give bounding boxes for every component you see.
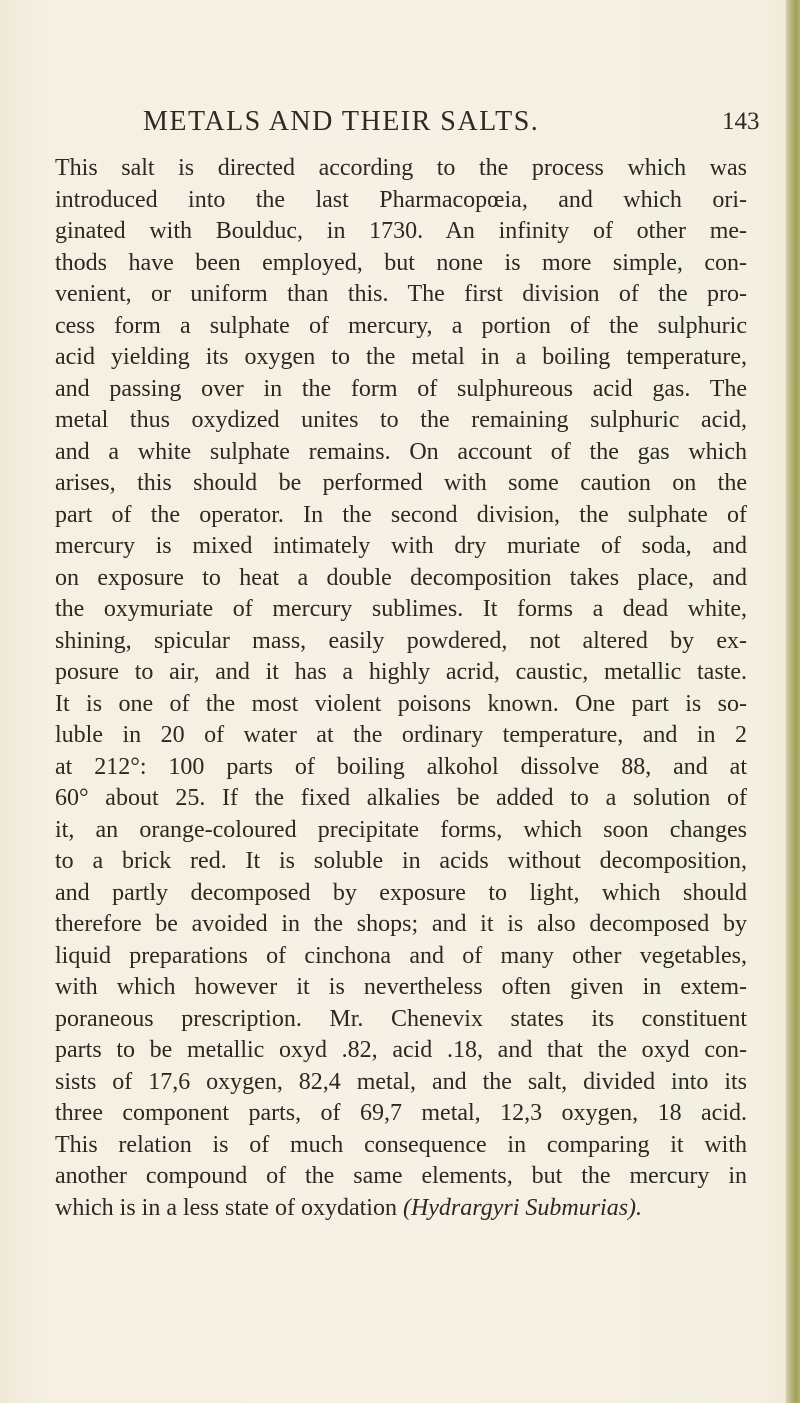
text-line: This salt is directed according to the process which was <box>55 155 747 181</box>
text-line: it, an orange-coloured precipitate forms, which soon changes <box>55 816 747 843</box>
text-line-final <box>55 1193 747 1225</box>
text-line: mercury is mixed intimately with dry muriate of soda, and <box>55 533 747 559</box>
text-line: venient, or uniform than this. The first division of the pro- <box>55 281 747 307</box>
body-text <box>55 153 747 1224</box>
text-line: and a white sulphate remains. On account of the gas which <box>55 438 747 465</box>
running-head <box>0 106 780 146</box>
text-line: another compound of the same elements, but the mercury in <box>55 1163 747 1189</box>
text-line: to a brick red. It is soluble in acids without decomposition, <box>55 848 747 874</box>
text-line: with which however it is nevertheless often given in extem- <box>55 974 747 1000</box>
text-line: thods have been employed, but none is more simple, con- <box>55 249 747 276</box>
text-line: metal thus oxydized unites to the remaining sulphuric acid, <box>55 407 747 433</box>
text-line: ginated with Boulduc, in 1730. An infinity of other me- <box>55 218 747 244</box>
text-line: the oxymuriate of mercury sublimes. It forms a dead white, <box>55 596 747 622</box>
text-line: luble in 20 of water at the ordinary temperature, and in 2 <box>55 722 747 748</box>
page-binding-edge <box>786 0 800 1403</box>
text-line: cess form a sulphate of mercury, a portion of the sulphuric <box>55 312 747 339</box>
text-line: three component parts, of 69,7 metal, 12,3 oxygen, 18 acid. <box>55 1100 747 1126</box>
text-line: This relation is of much consequence in comparing it with <box>55 1131 747 1158</box>
text-line: at 212°: 100 parts of boiling alkohol dissolve 88, and at <box>55 753 747 780</box>
text-line: acid yielding its oxygen to the metal in a boiling temperature, <box>55 344 747 370</box>
text-line: shining, spicular mass, easily powdered, not altered by ex- <box>55 627 747 654</box>
italic-term: (Hydrargyri Submurias). <box>402 1194 643 1221</box>
text-line: liquid preparations of cinchona and of many other vegetables, <box>55 942 747 969</box>
text-line: 60° about 25. If the fixed alkalies be added to a solution of <box>55 785 747 811</box>
running-head-title: METALS AND THEIR SALTS. <box>143 106 540 137</box>
text-line: sists of 17,6 oxygen, 82,4 metal, and the salt, divided into its <box>55 1068 747 1095</box>
text-line: arises, this should be performed with some caution on the <box>55 470 747 496</box>
text-line: on exposure to heat a double decomposition takes place, and <box>55 564 747 591</box>
final-line-text: which is in a less state of oxydation <box>55 1194 403 1221</box>
text-line: and passing over in the form of sulphureous acid gas. The <box>55 375 747 402</box>
text-line: It is one of the most violent poisons known. One part is so- <box>55 690 747 717</box>
text-line: posure to air, and it has a highly acrid, caustic, metallic taste. <box>55 659 747 685</box>
page-number: 143 <box>722 108 760 135</box>
text-line: poraneous prescription. Mr. Chenevix states its constituent <box>55 1005 747 1032</box>
text-line: part of the operator. In the second division, the sulphate of <box>55 501 747 528</box>
text-line: therefore be avoided in the shops; and it is also decomposed by <box>55 911 747 937</box>
text-line: introduced into the last Pharmacopœia, and which ori- <box>55 186 747 213</box>
text-line: parts to be metallic oxyd .82, acid .18, and that the oxyd con- <box>55 1037 747 1063</box>
text-line: and partly decomposed by exposure to light, which should <box>55 879 747 906</box>
